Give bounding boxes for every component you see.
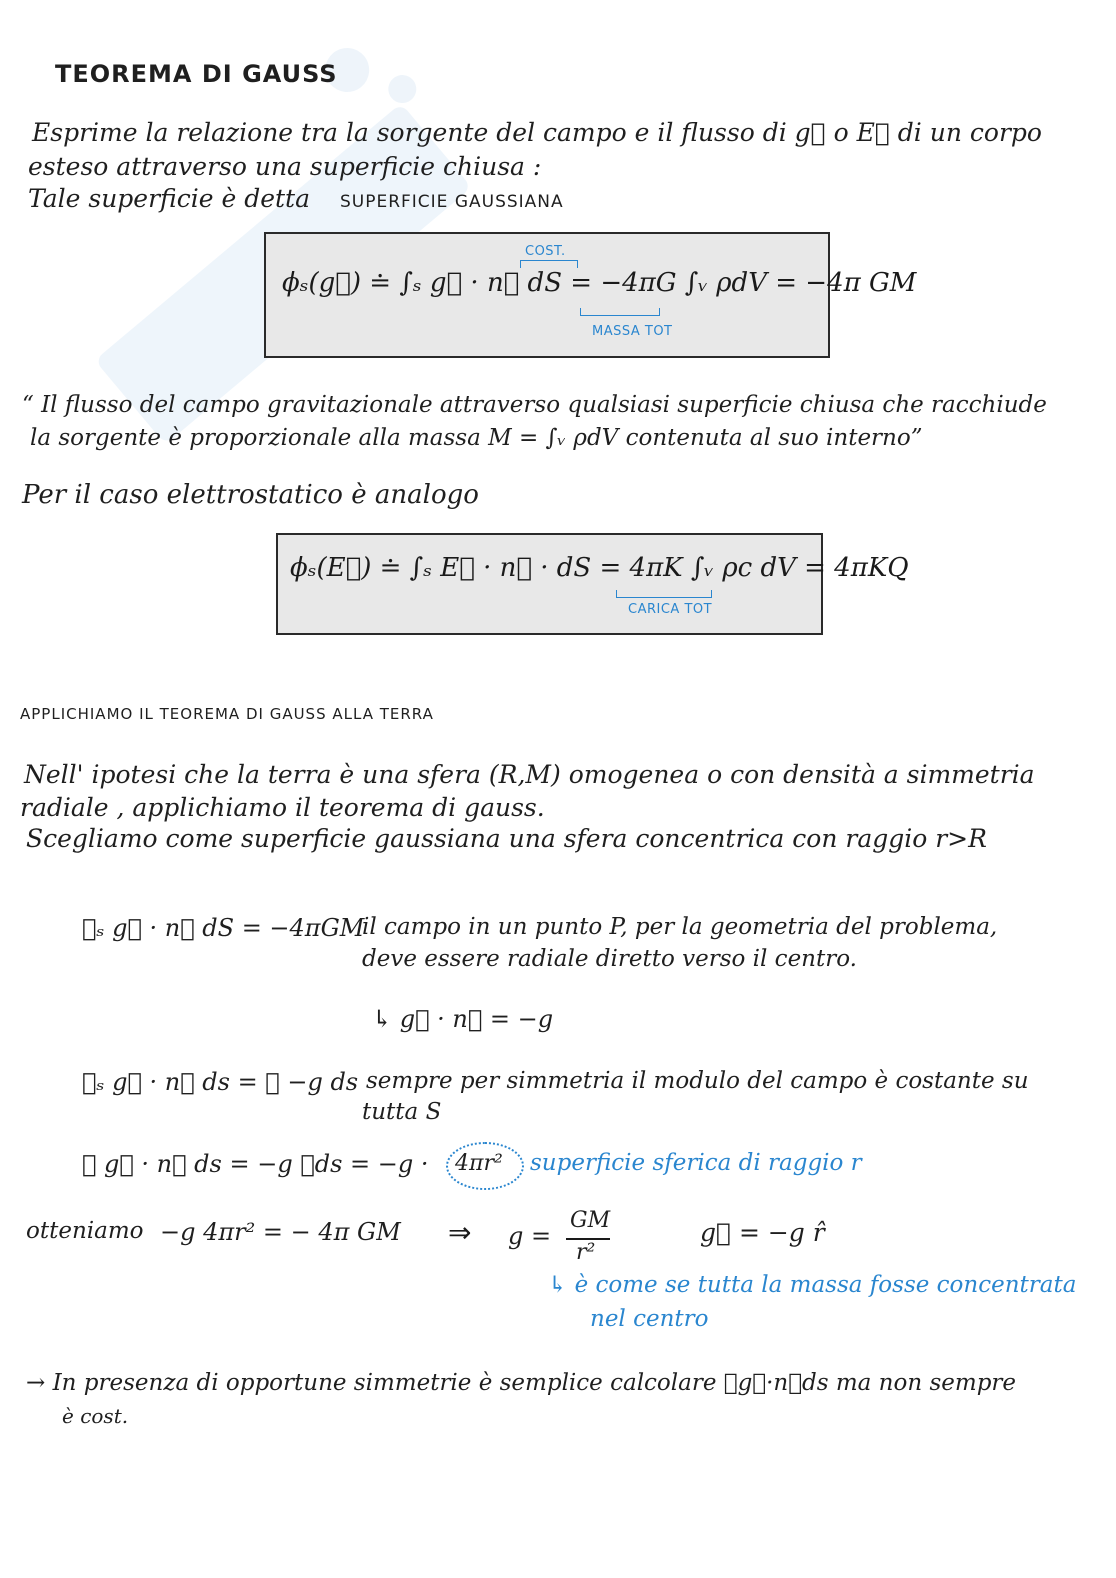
gaussian-surface-label: SUPERFICIE GAUSSIANA: [339, 192, 564, 212]
step-1-note-2: deve essere radiale diretto verso il centro.: [362, 946, 857, 972]
mass-concentrated-note-2: nel centro: [590, 1306, 709, 1332]
charge-tot-note: CARICA TOT: [628, 602, 713, 617]
cost-note: COST.: [525, 244, 566, 259]
step-1-result: ↳ g⃗ · n⃗ = −g: [372, 1005, 554, 1033]
hypothesis-line-3: Scegliamo come superficie gaussiana una sfera concentrica con raggio r>R: [26, 824, 987, 853]
gravity-gauss-formula: ϕₛ(g⃗) ≐ ∫ₛ g⃗ · n⃗ dS = −4πG ∫ᵥ ρdV = −4π GM: [282, 268, 917, 298]
hypothesis-line-1: Nell' ipotesi che la terra è una sfera (R,M) omogenea o con densità a simmetria: [24, 760, 1035, 789]
result-equation: −g 4πr² = − 4π GM: [160, 1218, 401, 1246]
conclusion-line-1: → In presenza di opportune simmetrie è semplice calcolare ∮g⃗·n⃗ds ma non sempre: [26, 1370, 1017, 1396]
conclusion-line-2: è cost.: [62, 1404, 129, 1428]
step-2-note-2: tutta S: [362, 1099, 442, 1125]
section-2-title: APPLICHIAMO IL TEOREMA DI GAUSS ALLA TERRA: [20, 705, 434, 723]
electric-gauss-formula-box: [276, 533, 823, 635]
sphere-surface-note: superficie sferica di raggio r: [530, 1150, 862, 1176]
quote-line-1: “ Il flusso del campo gravitazionale attraverso qualsiasi superficie chiusa che racchiude: [22, 392, 1047, 418]
implies-arrow: ⇒: [448, 1216, 472, 1249]
intro-line-3-text: Tale superficie è detta: [28, 184, 311, 213]
step-1-equation: ∮ₛ g⃗ · n⃗ dS = −4πGM: [82, 914, 365, 942]
result-label: otteniamo: [26, 1218, 144, 1244]
intro-line-2: esteso attraverso una superficie chiusa :: [28, 152, 542, 181]
vector-g-equation: g⃗ = −g r̂: [700, 1218, 825, 1247]
hypothesis-line-2: radiale , applichiamo il teorema di gauss.: [20, 793, 545, 822]
sphere-surface-term: 4πr²: [455, 1151, 503, 1176]
step-2-equation: ∮ₛ g⃗ · n⃗ ds = ∮ −g ds: [82, 1068, 359, 1096]
step-1-note-1: il campo in un punto P, per la geometria del problema,: [362, 914, 998, 940]
electrostatic-line: Per il caso elettrostatico è analogo: [22, 480, 479, 510]
cost-bracket: [520, 260, 578, 268]
electric-gauss-formula: ϕₛ(E⃗) ≐ ∫ₛ E⃗ · n⃗ · dS = 4πK ∫ᵥ ρc dV = 4πKQ: [290, 553, 909, 583]
intro-line-1: Esprime la relazione tra la sorgente del campo e il flusso di g⃗ o E⃗ di un corpo: [32, 118, 1042, 147]
charge-bracket: [616, 590, 712, 598]
mass-bracket: [580, 308, 660, 316]
g-equals: g =: [508, 1222, 552, 1250]
quote-line-2: la sorgente è proporzionale alla massa M = ∫ᵥ ρdV contenuta al suo interno”: [30, 425, 923, 451]
page-title: TEOREMA DI GAUSS: [55, 60, 338, 88]
fraction-numerator: GM: [570, 1208, 611, 1233]
step-2-note-1: sempre per simmetria il modulo del campo è costante su: [366, 1068, 1029, 1094]
mass-tot-note: MASSA TOT: [592, 324, 673, 339]
mass-concentrated-note-1: ↳ è come se tutta la massa fosse concentrata: [548, 1272, 1077, 1298]
step-3-equation: ∮ g⃗ · n⃗ ds = −g ∮ds = −g ·: [82, 1150, 429, 1178]
intro-line-3: [28, 184, 564, 213]
fraction-denominator: r²: [576, 1240, 596, 1265]
